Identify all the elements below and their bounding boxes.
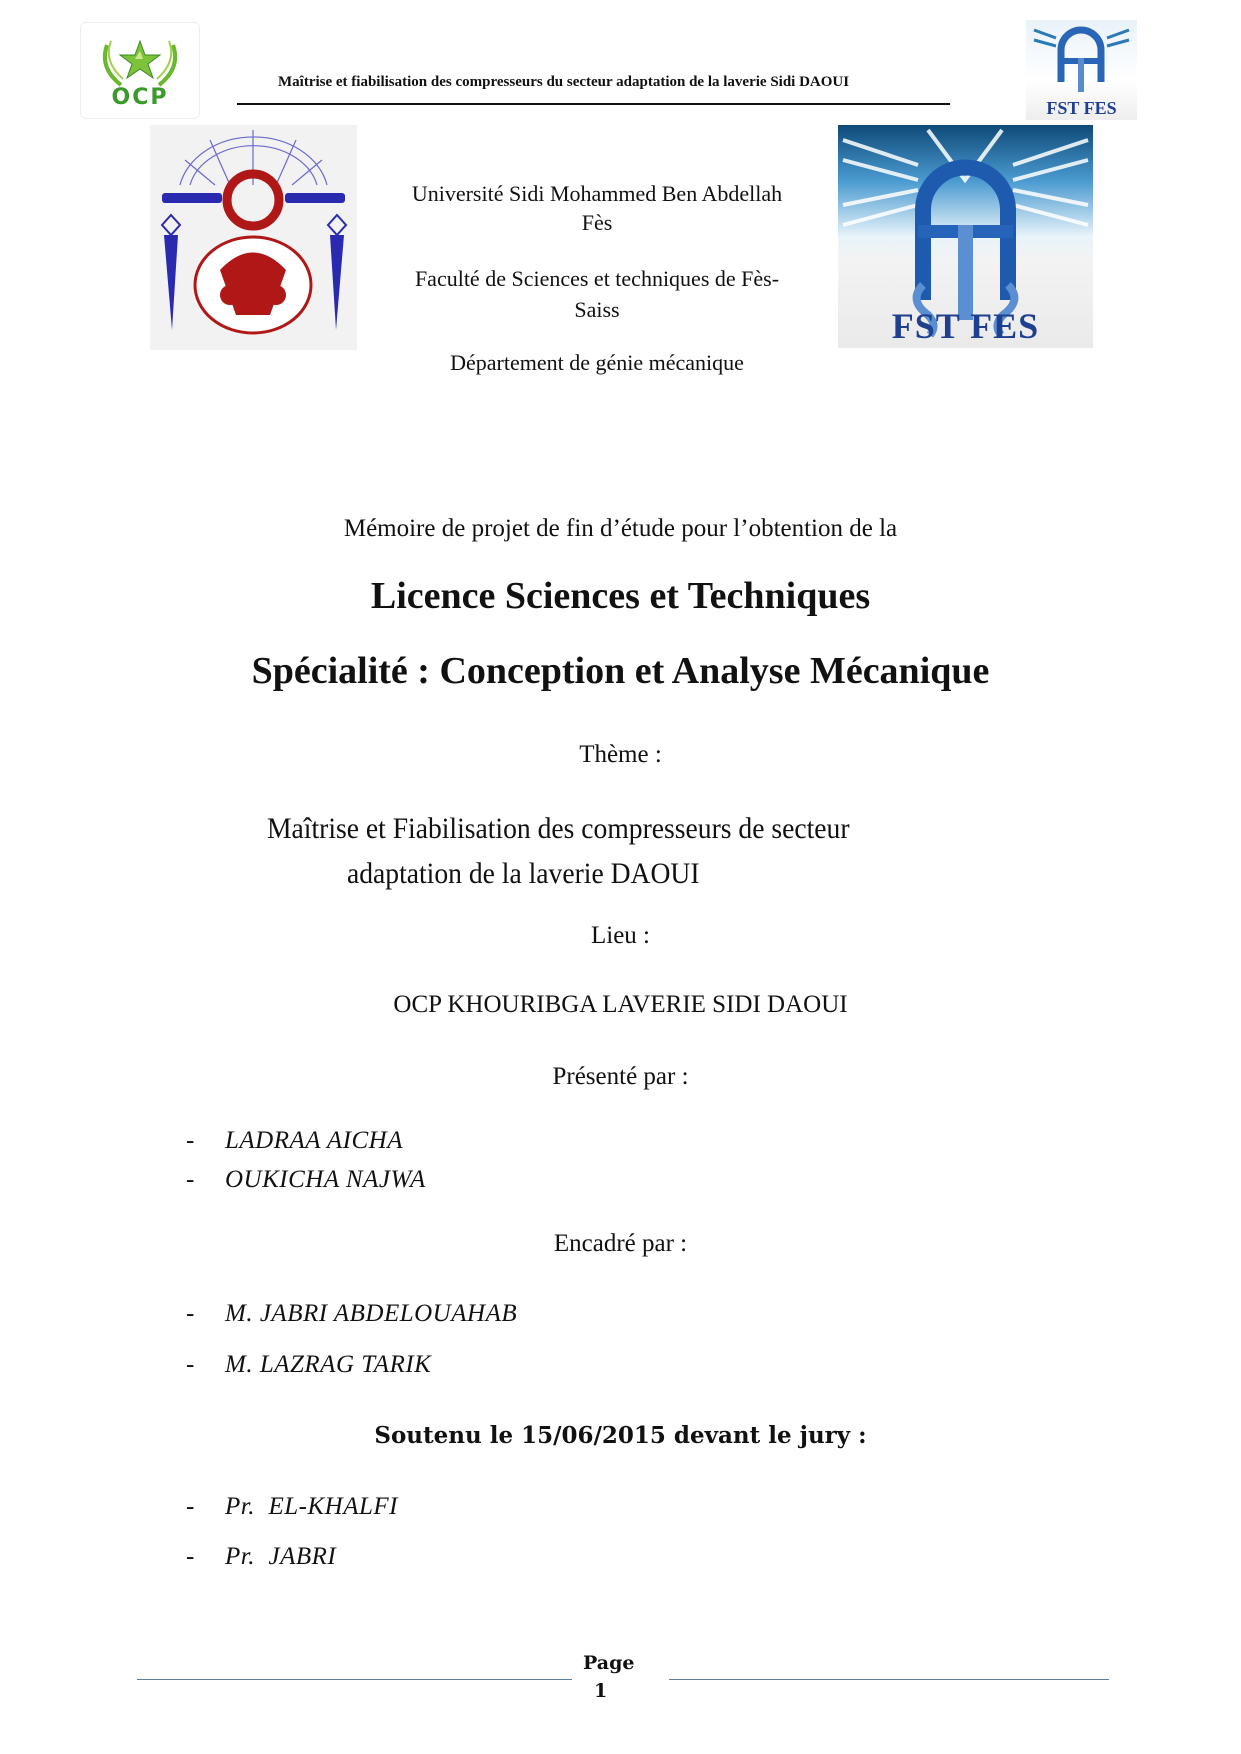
theme-line-1: Maîtrise et Fiabilisation des compresseurs de secteur — [267, 812, 850, 845]
jury-member: Pr. EL-KHALFI — [225, 1493, 398, 1520]
fst-arch-icon — [1026, 20, 1137, 100]
bullet-dash: - — [186, 1351, 195, 1378]
faculty-name: Faculté de Sciences et techniques de Fès- — [414, 266, 780, 291]
ocp-logo — [80, 22, 200, 119]
student-name: LADRAA AICHA — [225, 1127, 403, 1154]
footer-page-number: 1 — [594, 1680, 608, 1702]
place-label: Lieu : — [590, 922, 650, 949]
defense-label: Soutenu le 15/06/2015 devant le jury : — [374, 1422, 867, 1449]
degree-title: Licence Sciences et Techniques — [370, 575, 871, 617]
fst-fes-logo — [838, 125, 1093, 348]
supervisor-name: M. LAZRAG TARIK — [225, 1351, 432, 1378]
university-emblem-icon — [150, 125, 357, 350]
theme-label: Thème : — [579, 741, 662, 768]
department-name: Département de génie mécanique — [450, 350, 744, 375]
university-city: Fès — [581, 210, 613, 235]
bullet-dash: - — [186, 1493, 195, 1520]
fst-fes-small-logo-text: FST FES — [1046, 98, 1117, 118]
ocp-logo-text: OCP — [111, 85, 169, 110]
university-name: Université Sidi Mohammed Ben Abdellah — [411, 181, 783, 206]
running-header-title: Maîtrise et fiabilisation des compresseurs du secteur adaptation de la laverie Sidi DAOUI — [278, 74, 850, 90]
footer-rule-left — [137, 1679, 572, 1680]
faculty-campus: Saiss — [574, 297, 620, 322]
bullet-dash: - — [186, 1127, 195, 1154]
student-name: OUKICHA NAJWA — [225, 1166, 426, 1193]
specialty-title: Spécialité : Conception et Analyse Mécanique — [251, 650, 990, 692]
header-rule — [237, 103, 950, 105]
bullet-dash: - — [186, 1543, 195, 1570]
bullet-dash: - — [186, 1300, 195, 1327]
bullet-dash: - — [186, 1166, 195, 1193]
supervisor-name: M. JABRI ABDELOUAHAB — [225, 1300, 518, 1327]
footer-rule-right — [669, 1679, 1109, 1680]
fst-fes-small-logo — [1026, 20, 1137, 120]
memoire-intro: Mémoire de projet de fin d’étude pour l’obtention de la — [343, 515, 898, 542]
footer-page-label: Page — [583, 1652, 635, 1674]
supervised-by-label: Encadré par : — [553, 1230, 688, 1257]
university-logo — [150, 125, 357, 350]
presented-by-label: Présenté par : — [552, 1063, 689, 1090]
jury-member: Pr. JABRI — [225, 1543, 337, 1570]
fst-fes-logo-text: FST FES — [891, 306, 1040, 346]
theme-line-2: adaptation de la laverie DAOUI — [347, 857, 700, 890]
place-value: OCP KHOURIBGA LAVERIE SIDI DAOUI — [393, 991, 848, 1018]
